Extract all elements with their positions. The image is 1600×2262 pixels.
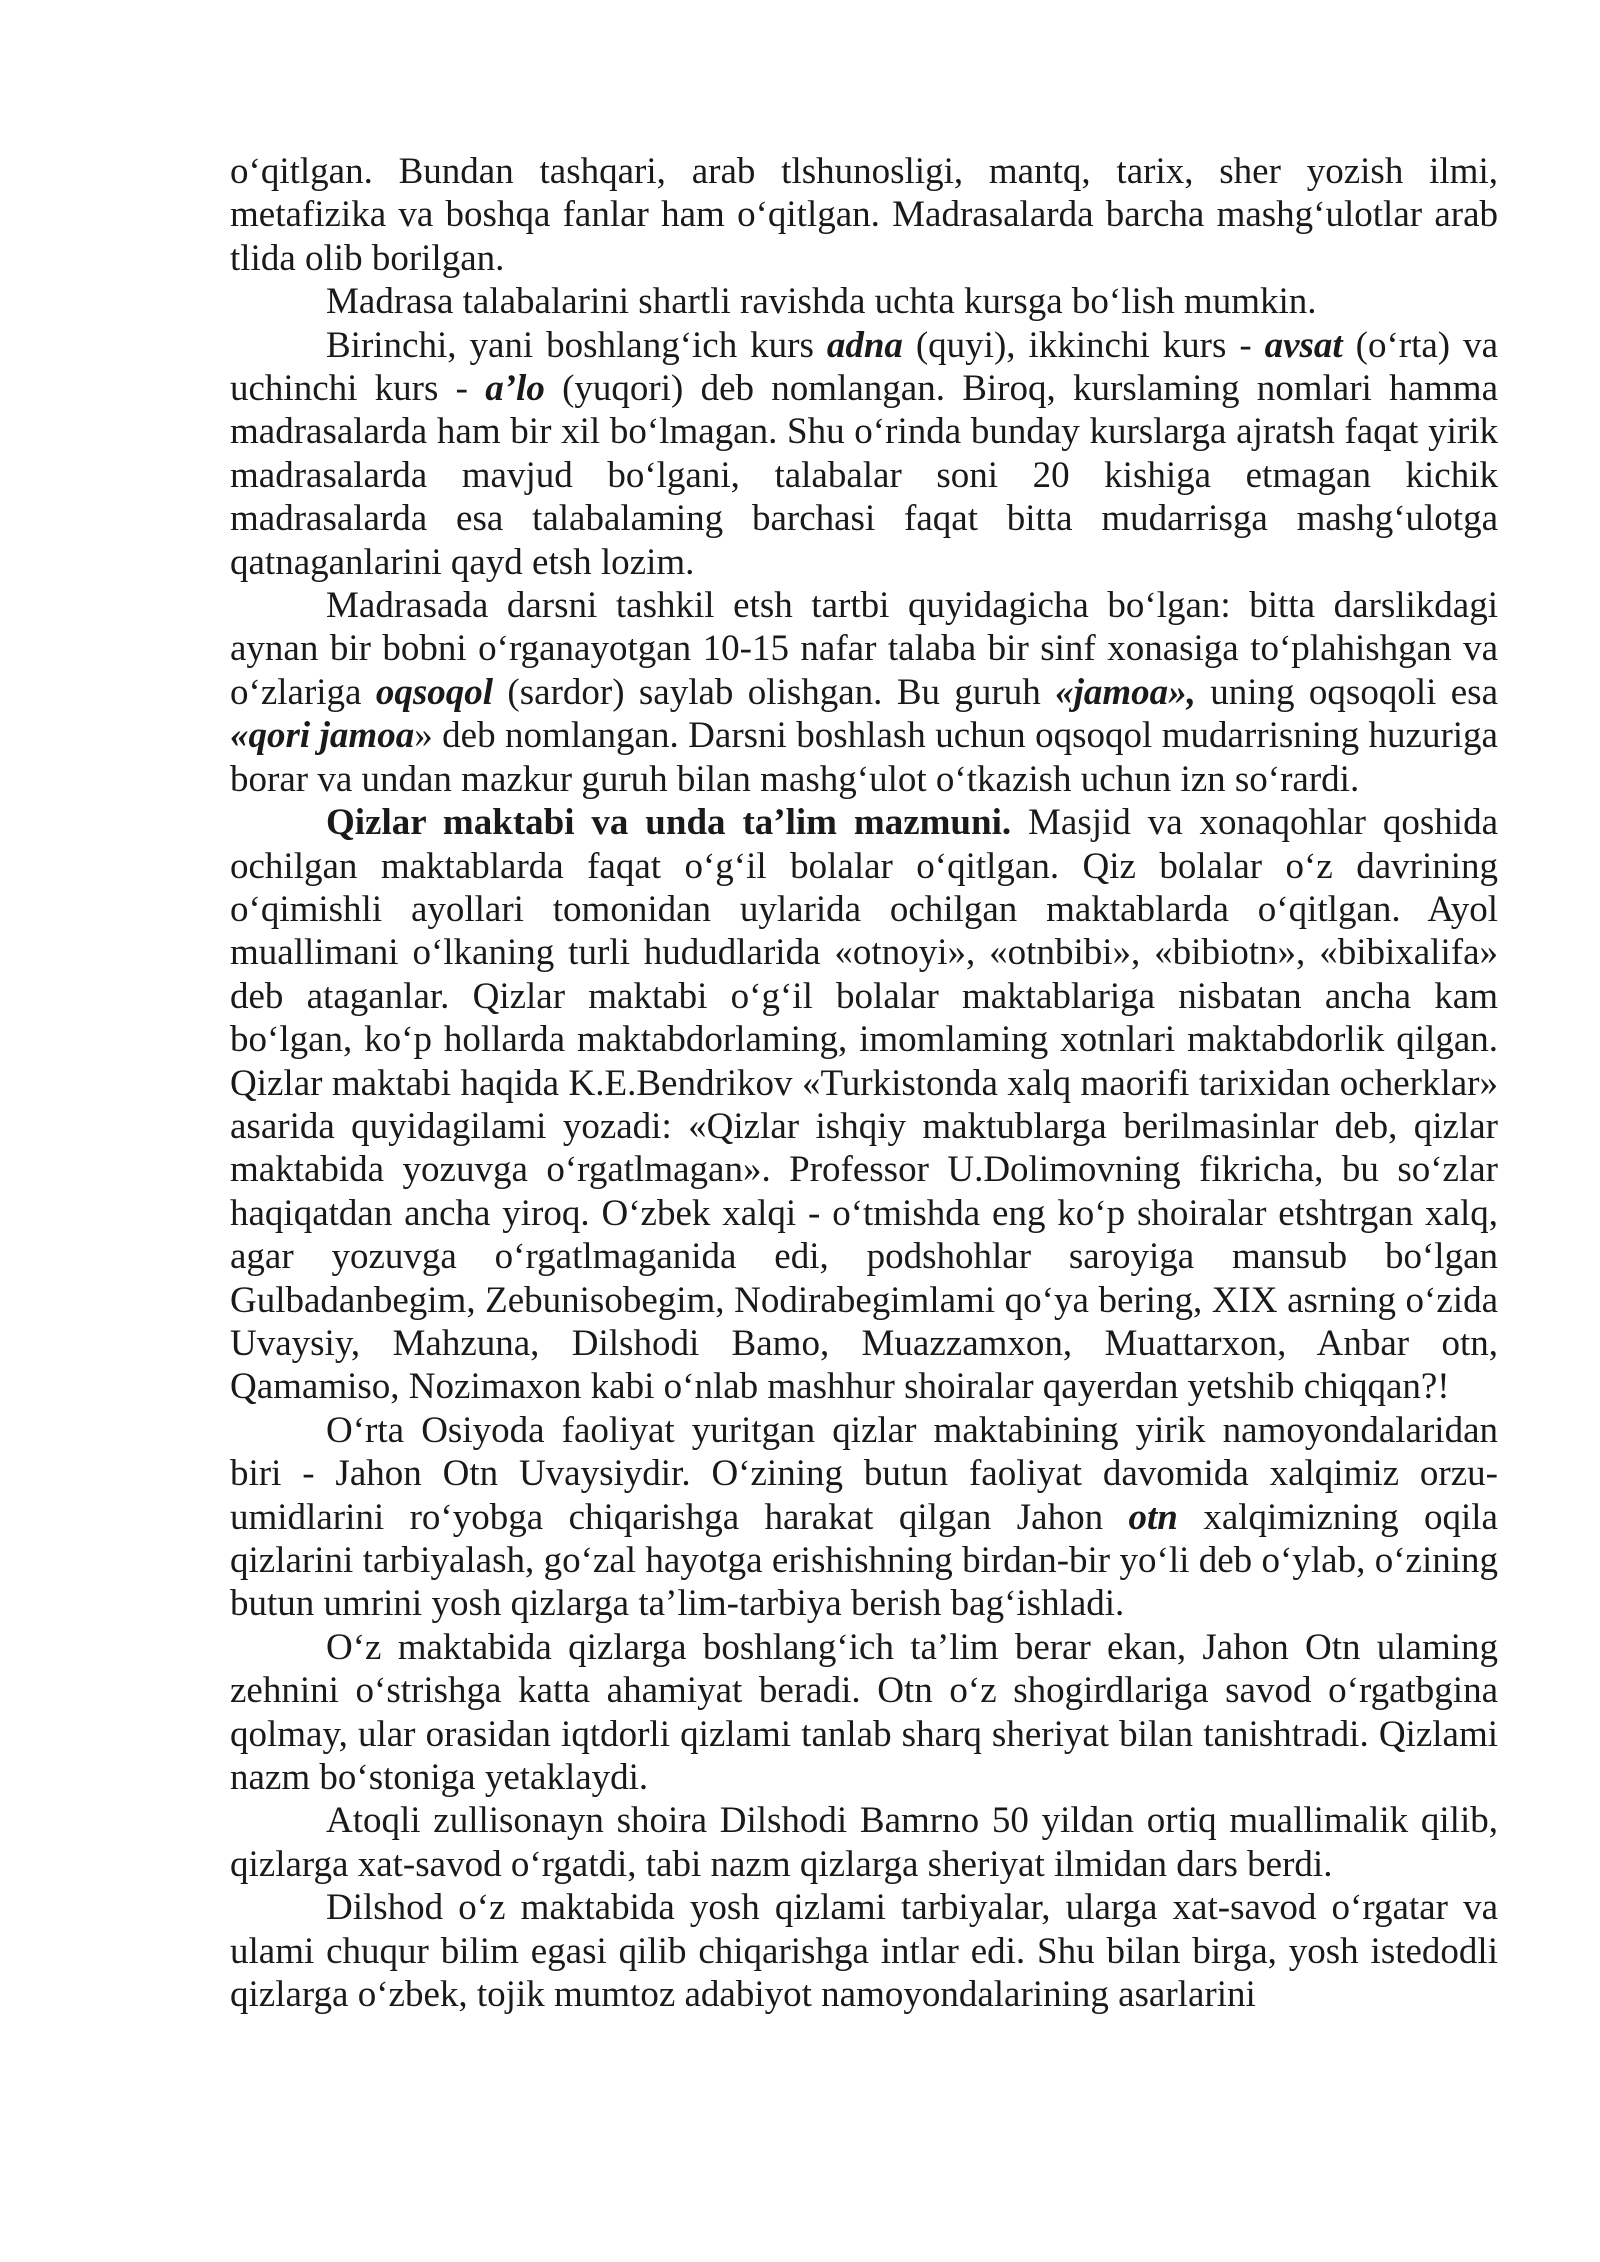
term-alo: a’lo	[485, 368, 545, 410]
paragraph-7	[230, 1626, 1498, 1800]
paragraph-4-run-5: uning oqsoqoli esa	[1195, 671, 1499, 713]
paragraph-8-text: Atoqli zullisonayn shoira Dilshodi Bamrno 50 yildan ortiq muallimalik qilib, qizlarga xat-savod o‘rgatdi, tabi nazm qizlarga sheriyat ilmidan dars berdi.	[230, 1800, 1498, 1885]
paragraph-4-run-3: (sardor) saylab olishgan. Bu guruh	[493, 671, 1056, 713]
paragraph-4-run-1: Madrasada darsni tashkil etsh tartbi quyidagicha bo‘lgan: bitta darslikdagi aynan bir bobni o‘rganayotgan 10-15 nafar talaba bir sinf xonasiga to‘plahishgan va o‘zlariga	[230, 585, 1498, 713]
paragraph-8	[230, 1799, 1498, 1886]
section-heading: Qizlar maktabi va unda ta’lim mazmuni.	[326, 802, 1012, 844]
paragraph-3-run-1: Birinchi, yani boshlang‘ich kurs	[326, 324, 827, 366]
paragraph-6-run-3: xalqimizning oqila qizlarini tarbiyalash, go‘zal hayotga erishishning birdan-bir yo‘li deb o‘ylab, o‘zining butun umrini yosh qizlarga ta’lim-tarbiya berish bag‘ishladi.	[230, 1496, 1498, 1625]
paragraph-3-run-7: (yuqori) deb nomlangan. Biroq, kurslaming nomlari hamma madrasalarda ham bir xil bo‘lmagan. Shu o‘rinda bunday kurslarga ajratsh faqat yirik madrasalarda mavjud bo‘lgani, talabalar soni 20 kishiga etmagan kichik madrasalarda esa talabalaming barchasi faqat bitta mudarrisga mashg‘ulotga qatnaganlarini qayd etsh lozim.	[230, 368, 1498, 583]
paragraph-9-text: Dilshod o‘z maktabida yosh qizlami tarbiyalar, ularga xat-savod o‘rgatar va ulami chuqur bilim egasi qilib chiqarishga intlar edi. Shu bilan birga, yosh istedodli qizlarga o‘zbek, tojik mumtoz adabiyot namoyondalarining asarlarini	[230, 1887, 1498, 2016]
term-otn: otn	[1128, 1496, 1178, 1538]
paragraph-1	[230, 150, 1498, 280]
paragraph-6-run-1: O‘rta Osiyoda faoliyat yuritgan qizlar maktabining yirik namoyondalaridan biri - Jahon Otn Uvaysiydir. O‘zining butun faoliyat davomida xalqimiz orzu-umidlarini ro‘yobga chiqarishga harakat qilgan Jahon	[230, 1409, 1498, 1538]
paragraph-4	[230, 584, 1498, 801]
paragraph-2	[230, 280, 1498, 323]
paragraph-3-run-5: (o‘rta) va uchinchi kurs -	[230, 324, 1498, 410]
paragraph-3-run-3: (quyi), ikkinchi kurs -	[902, 324, 1265, 366]
document-page	[230, 150, 1498, 2016]
paragraph-4-run-7: » deb nomlangan. Darsni boshlash uchun oqsoqol mudarrisning huzuriga borar va undan mazkur guruh bilan mashg‘ulot o‘tkazish uchun izn so‘rardi.	[230, 715, 1498, 800]
term-oqsoqol: oqsoqol	[375, 671, 494, 713]
term-jamoa: «jamoa»,	[1055, 671, 1196, 713]
paragraph-9	[230, 1886, 1498, 2016]
paragraph-5-text: Masjid va xonaqohlar qoshida ochilgan maktablarda faqat o‘g‘il bolalar o‘qitlgan. Qiz bolalar o‘z davrining o‘qimishli ayollari tomonidan uylarida ochilgan maktablarda o‘qitlgan. Ayol muallimani o‘lkaning turli hududlarida «otnoyi», «otnbibi», «bibiotn», «bibixalifa» deb ataganlar. Qizlar maktabi o‘g‘il bolalar maktablariga nisbatan ancha kam bo‘lgan, ko‘p hollarda maktabdorlaming, imomlaming xotnlari maktabdorlik qilgan. Qizlar maktabi haqida K.E.Bendrikov «Turkistonda xalq maorifi tarixidan ocherklar» asarida quyidagilami yozadi: «Qizlar ishqiy maktublarga berilmasinlar deb, qizlar maktabida yozuvga o‘rgatlmagan». Professor U.Dolimovning fikricha, bu so‘zlar haqiqatdan ancha yiroq. O‘zbek xalqi - o‘tmishda eng ko‘p shoiralar etshtrgan xalq, agar yozuvga o‘rgatlmaganida edi, podshohlar saroyiga mansub bo‘lgan Gulbadanbegim, Zebunisobegim, Nodirabegimlami qo‘ya bering, XIX asrning o‘zida Uvaysiy, Mahzuna, Dilshodi Bamo, Muazzamxon, Muattarxon, Anbar otn, Qamamiso, Nozimaxon kabi o‘nlab mashhur shoiralar qayerdan yetshib chiqqan?!	[230, 802, 1498, 1408]
paragraph-6	[230, 1409, 1498, 1626]
paragraph-7-text: O‘z maktabida qizlarga boshlang‘ich ta’lim berar ekan, Jahon Otn ulaming zehnini o‘strishga katta ahamiyat beradi. Otn o‘z shogirdlariga savod o‘rgatbgina qolmay, ular orasidan iqtdorli qizlami tanlab sharq sheriyat bilan tanishtradi. Qizlami nazm bo‘stoniga yetaklaydi.	[230, 1626, 1498, 1799]
term-adna: adna	[826, 324, 903, 366]
term-avsat: avsat	[1264, 324, 1343, 366]
paragraph-3	[230, 324, 1498, 584]
paragraph-5	[230, 801, 1498, 1409]
paragraph-2-text: Madrasa talabalarini shartli ravishda uchta kursga bo‘lish mumkin.	[326, 281, 1317, 323]
paragraph-1-text: o‘qitlgan. Bundan tashqari, arab tlshunosligi, mantq, tarix, sher yozish ilmi, metafizika va boshqa fanlar ham o‘qitlgan. Madrasalarda barcha mashg‘ulotlar arab tlida olib borilgan.	[230, 151, 1498, 279]
term-qori-jamoa: «qori jamoa	[230, 715, 415, 757]
